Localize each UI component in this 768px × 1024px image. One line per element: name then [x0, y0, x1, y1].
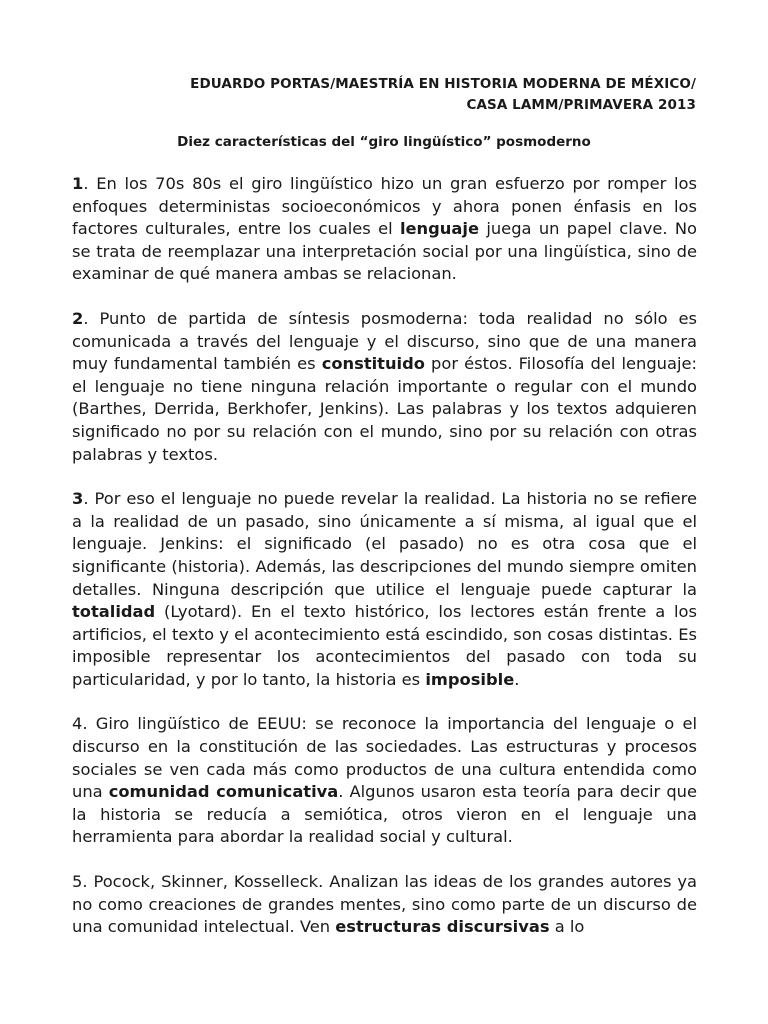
paragraph-number: 3: [72, 489, 84, 509]
paragraph-number: 4: [72, 714, 83, 734]
document-body: [72, 173, 697, 961]
paragraph-4: [72, 713, 697, 849]
paragraph-1: [72, 173, 697, 286]
paragraph-text: .: [514, 669, 520, 689]
document-title: Diez características del “giro lingüístico” posmoderno: [177, 134, 591, 150]
paragraph-text: . En los 70s 80s el giro lingüístico hizo un gran esfuerzo por romper los enfoques deterministas socioeconómicos y ahora ponen énfasis en los factores culturales, entre los cuales el: [72, 174, 697, 239]
document-header: [190, 74, 696, 116]
bold-term: estructuras discursivas: [335, 917, 550, 937]
paragraph-text: (Lyotard). En el texto histórico, los lectores están frente a los artificios, el texto y el acontecimiento está escindido, son cosas distintas. Es imposible representar los acontecimientos del pasado con toda su particularidad, y por lo tanto, la historia es: [72, 602, 697, 689]
bold-term: totalidad: [72, 602, 156, 622]
paragraph-text: . Por eso el lenguaje no puede revelar la realidad. La historia no se refiere a la realidad de un pasado, sino únicamente a sí misma, al igual que el lenguaje. Jenkins: el significado (el pasado) no es otra cosa que el significante (historia). Además, las descripciones del mundo siempre omiten detalles. Ninguna descripción que utilice el lenguaje puede capturar la: [72, 489, 697, 599]
paragraph-5: [72, 871, 697, 939]
paragraph-3: [72, 488, 697, 691]
paragraph-2: [72, 308, 697, 466]
bold-term: constituido: [321, 354, 425, 374]
paragraph-text: . Pocock, Skinner, Kosselleck. Analizan las ideas de los grandes autores ya no como creaciones de grandes mentes, sino como parte de un discurso de una comunidad intelectual. Ven: [72, 872, 697, 937]
paragraph-number: 1: [72, 174, 84, 193]
paragraph-text: . Punto de partida de síntesis posmoderna: toda realidad no sólo es comunicada a través del lenguaje y el discurso, sino que de una manera muy fundamental también es: [72, 308, 697, 374]
paragraph-number: 5: [72, 872, 83, 892]
paragraph-number: 2: [72, 308, 84, 328]
paragraph-text: por éstos. Filosofía del lenguaje: el lenguaje no tiene ninguna relación importante o regular con el mundo (Barthes, Derrida, Berkhofer, Jenkins). Las palabras y los textos adquieren significado no por su relación con el mundo, sino por su relación con otras palabras y textos.: [72, 354, 697, 464]
paragraph-text: juega un papel clave. No se trata de reemplazar una interpretación social por una lingüística, sino de examinar de qué manera ambas se relacionan.: [72, 219, 697, 284]
bold-term: lenguaje: [399, 219, 480, 239]
bold-term: comunidad comunicativa: [108, 782, 339, 802]
header-line-1: EDUARDO PORTAS/MAESTRÍA EN HISTORIA MODERNA DE MÉXICO/: [190, 76, 696, 92]
paragraph-text: a lo: [549, 917, 585, 937]
paragraph-text: . Algunos usaron esta teoría para decir que la historia se reducía a semiótica, otros vieron en el lenguaje una herramienta para abordar la realidad social y cultural.: [72, 782, 697, 847]
paragraph-text: . Giro lingüístico de EEUU: se reconoce la importancia del lenguaje o el discurso en la constitución de las sociedades. Las estructuras y procesos sociales se ven cada más como productos de una cultura entendida como una: [72, 714, 697, 802]
header-line-2: CASA LAMM/PRIMAVERA 2013: [466, 97, 696, 113]
bold-term: imposible: [425, 669, 515, 689]
